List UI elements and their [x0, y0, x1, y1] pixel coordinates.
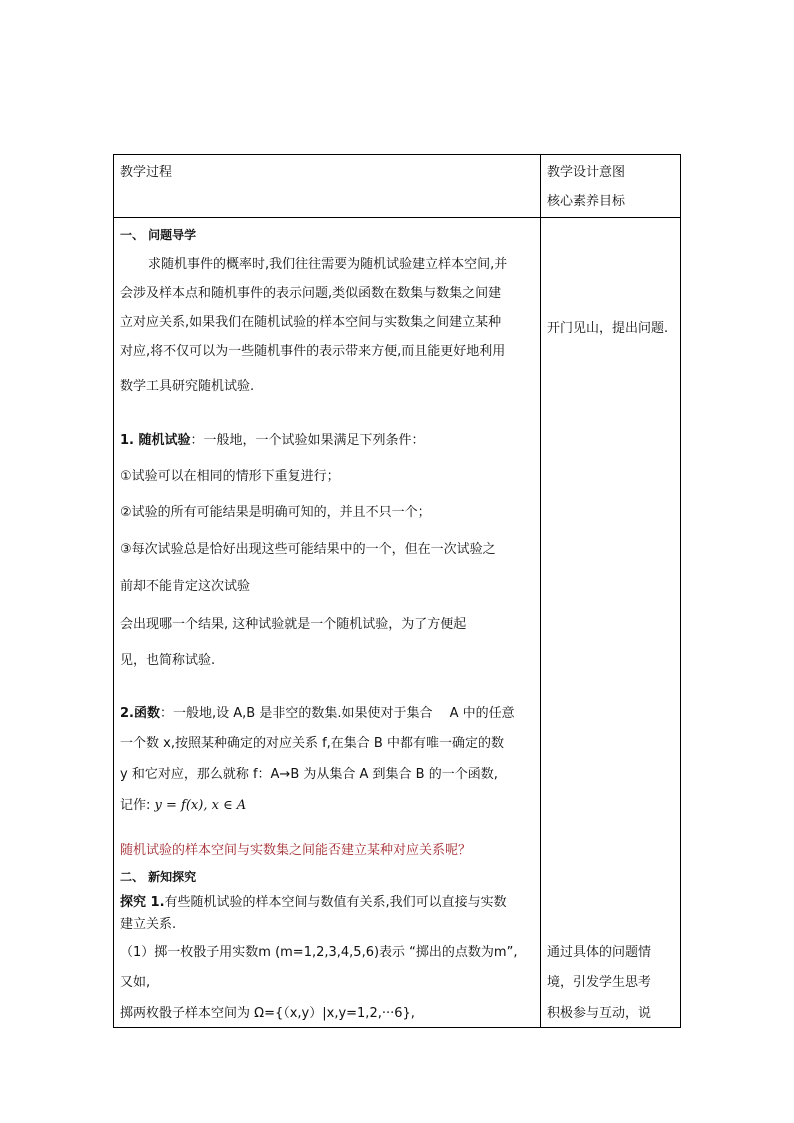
explore-line-1 — [120, 895, 507, 911]
section-title-problem-guide: 一、 问题导学 — [120, 228, 197, 242]
definition-function-line-2: 一个数 x,按照某种确定的对应关系 f,在集合 B 中都有唯一确定的数 — [120, 736, 504, 751]
header-core-literacy: 核心素养目标 — [547, 194, 626, 209]
intro-line-5: 数学工具研究随机试验. — [120, 379, 255, 394]
column-divider — [540, 155, 541, 1027]
lesson-table — [113, 154, 681, 1028]
intent-note-2-line-2: 境，引发学生思考 — [547, 975, 652, 990]
intro-line-3: 立对应关系,如果我们在随机试验的样本空间与实数集之间建立某种 — [120, 315, 502, 330]
function-text-1: ：一般地,设 A,B 是非空的数集.如果使对于集合 A 中的任意 — [159, 706, 515, 721]
definition-random-experiment — [120, 433, 425, 449]
guiding-question: 随机试验的样本空间与实数集之间能否建立某种对应关系呢？ — [120, 843, 472, 858]
definition-function-line-1 — [120, 706, 515, 722]
definition-text: ：一般地，一个试验如果满足下列条件： — [190, 433, 425, 448]
section-title-new-knowledge: 二、 新知探究 — [120, 870, 197, 884]
header-design-intent: 教学设计意图 — [547, 165, 626, 180]
condition-item-1: ①试验可以在相同的情形下重复进行； — [120, 469, 340, 484]
notation-formula: y = f(x), x ∈ A — [154, 798, 247, 813]
intro-line-1: 求随机事件的概率时,我们往往需要为随机试验建立样本空间,并 — [148, 257, 508, 272]
condition-item-2: ②试验的所有可能结果是明确可知的，并且不只一个； — [120, 505, 431, 520]
header-divider — [114, 217, 680, 218]
intent-note-2-line-3: 积极参与互动，说 — [547, 1006, 652, 1021]
function-label: 2.函数 — [120, 706, 160, 721]
explore-label: 探究 1. — [120, 895, 165, 910]
condition-item-3-cont: 前却不能肯定这次试验 — [120, 579, 251, 594]
dice-example-line-3: 掷两枚骰子样本空间为 Ω={（x,y）|x,y=1,2,···6}, — [120, 1006, 415, 1021]
intro-line-2: 会涉及样本点和随机事件的表示问题,类似函数在数集与数集之间建 — [120, 286, 502, 301]
notation-label: 记作: — [120, 798, 151, 813]
intent-note-1: 开门见山，提出问题. — [547, 321, 669, 336]
dice-example-line-2: 又如, — [120, 975, 151, 990]
dice-example-line-1: （1）掷一枚骰子用实数m (m=1,2,3,4,5,6)表示 “掷出的点数为m”, — [120, 945, 518, 960]
function-notation — [120, 798, 246, 814]
definition-label: 1. 随机试验 — [120, 433, 191, 448]
condition-item-5: 见，也简称试验. — [120, 653, 216, 668]
condition-item-4: 会出现哪一个结果, 这种试验就是一个随机试验，为了方便起 — [120, 617, 467, 632]
intro-line-4: 对应,将不仅可以为一些随机事件的表示带来方便,而且能更好地利用 — [120, 344, 506, 359]
explore-text-1: 有些随机试验的样本空间与数值有关系,我们可以直接与实数 — [164, 895, 507, 910]
explore-line-2: 建立关系. — [120, 917, 177, 932]
header-teaching-process: 教学过程 — [120, 165, 173, 180]
definition-function-line-3: y 和它对应，那么就称 f：A→B 为从集合 A 到集合 B 的一个函数, — [120, 767, 498, 782]
intent-note-2-line-1: 通过具体的问题情 — [547, 945, 652, 960]
condition-item-3: ③每次试验总是恰好出现这些可能结果中的一个，但在一次试验之 — [120, 542, 496, 557]
